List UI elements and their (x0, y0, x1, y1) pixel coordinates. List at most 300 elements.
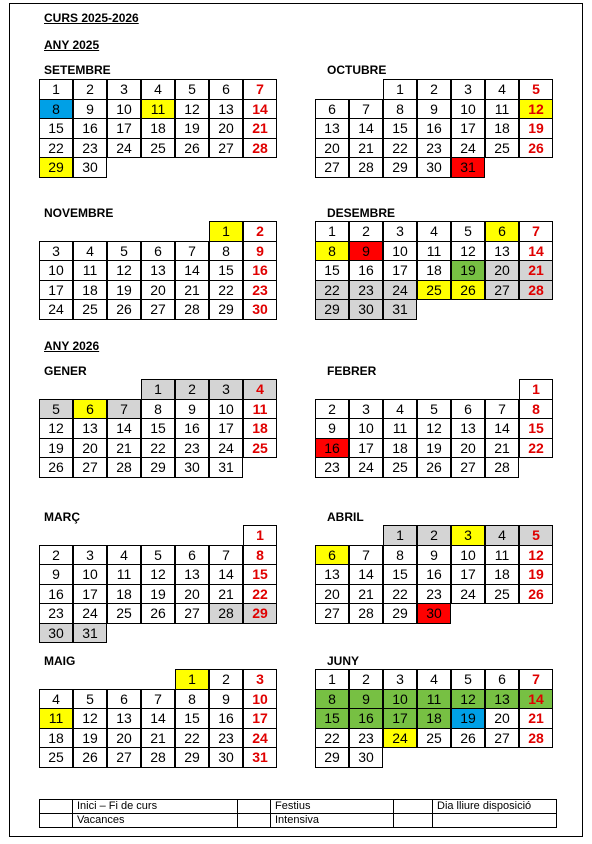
day-cell: 27 (107, 747, 141, 768)
day-cell: 24 (451, 584, 485, 605)
day-cell: 9 (243, 241, 277, 262)
legend-label-vacances: Vacances (72, 813, 238, 828)
day-cell: 22 (209, 280, 243, 301)
day-cell: 14 (349, 118, 383, 139)
day-cell: 29 (243, 603, 277, 624)
day-cell: 27 (209, 138, 243, 159)
day-cell: 13 (485, 689, 519, 710)
day-cell: 14 (141, 708, 175, 729)
day-cell: 30 (209, 747, 243, 768)
day-cell: 2 (417, 79, 451, 100)
day-cell: 31 (383, 299, 417, 320)
day-cell: 16 (243, 260, 277, 281)
month-name: JUNY (327, 654, 360, 668)
day-cell: 17 (349, 438, 383, 459)
day-cell: 24 (383, 280, 417, 301)
day-cell: 26 (39, 457, 73, 478)
day-cell: 5 (107, 241, 141, 262)
day-cell: 10 (349, 418, 383, 439)
legend-swatch-green (237, 813, 271, 828)
day-cell: 17 (39, 280, 73, 301)
day-cell: 16 (349, 260, 383, 281)
day-cell: 6 (485, 221, 519, 242)
day-cell: 17 (243, 708, 277, 729)
day-cell: 3 (451, 525, 485, 546)
day-cell: 1 (141, 379, 175, 400)
day-cell: 9 (417, 99, 451, 120)
day-cell: 3 (209, 379, 243, 400)
day-cell: 15 (383, 564, 417, 585)
legend-swatch-blue (39, 799, 73, 814)
day-cell: 12 (451, 689, 485, 710)
day-cell: 11 (383, 418, 417, 439)
day-cell: 25 (141, 138, 175, 159)
day-cell: 12 (73, 708, 107, 729)
day-cell: 30 (243, 299, 277, 320)
day-cell: 2 (349, 669, 383, 690)
day-cell: 8 (141, 399, 175, 420)
day-cell: 20 (107, 728, 141, 749)
day-cell: 26 (175, 138, 209, 159)
legend-label-dia-lliure: Dia lliure disposició (432, 799, 557, 814)
day-cell: 26 (141, 603, 175, 624)
day-cell: 21 (349, 138, 383, 159)
day-cell: 14 (243, 99, 277, 120)
day-cell: 9 (39, 564, 73, 585)
month-name: SETEMBRE (44, 63, 111, 77)
day-cell: 16 (209, 708, 243, 729)
day-cell: 22 (315, 280, 349, 301)
day-cell: 27 (451, 457, 485, 478)
day-cell: 23 (349, 728, 383, 749)
day-cell: 8 (315, 689, 349, 710)
day-cell: 29 (383, 603, 417, 624)
day-cell: 18 (73, 280, 107, 301)
day-cell: 21 (485, 438, 519, 459)
day-cell: 16 (417, 118, 451, 139)
day-cell: 3 (107, 79, 141, 100)
day-cell: 23 (209, 728, 243, 749)
month-grid (40, 670, 278, 790)
day-cell: 28 (141, 747, 175, 768)
day-cell: 22 (243, 584, 277, 605)
day-cell: 8 (243, 545, 277, 566)
day-cell: 23 (73, 138, 107, 159)
day-cell: 3 (349, 399, 383, 420)
day-cell: 19 (519, 564, 553, 585)
day-cell: 22 (315, 728, 349, 749)
day-cell: 27 (485, 280, 519, 301)
day-cell: 26 (451, 280, 485, 301)
day-cell: 11 (107, 564, 141, 585)
day-cell: 22 (519, 438, 553, 459)
day-cell: 19 (417, 438, 451, 459)
day-cell: 13 (315, 564, 349, 585)
day-cell: 27 (315, 603, 349, 624)
day-cell: 3 (73, 545, 107, 566)
day-cell: 25 (383, 457, 417, 478)
day-cell: 5 (451, 221, 485, 242)
day-cell: 17 (451, 564, 485, 585)
day-cell: 12 (519, 545, 553, 566)
day-cell: 24 (451, 138, 485, 159)
day-cell: 5 (451, 669, 485, 690)
day-cell: 7 (243, 79, 277, 100)
year-2026-heading: ANY 2026 (44, 339, 100, 353)
day-cell: 18 (39, 728, 73, 749)
day-cell: 16 (417, 564, 451, 585)
day-cell: 8 (209, 241, 243, 262)
day-cell: 7 (141, 689, 175, 710)
day-cell: 13 (175, 564, 209, 585)
day-cell: 29 (315, 747, 349, 768)
day-cell: 19 (519, 118, 553, 139)
day-cell: 15 (243, 564, 277, 585)
month-grid (316, 670, 554, 790)
day-cell: 19 (141, 584, 175, 605)
day-cell: 20 (315, 138, 349, 159)
day-cell: 13 (209, 99, 243, 120)
day-cell: 27 (141, 299, 175, 320)
day-cell: 14 (107, 418, 141, 439)
day-cell: 13 (451, 418, 485, 439)
day-cell: 7 (485, 399, 519, 420)
day-cell: 4 (39, 689, 73, 710)
day-cell: 2 (243, 221, 277, 242)
day-cell: 10 (107, 99, 141, 120)
day-cell: 28 (175, 299, 209, 320)
day-cell: 19 (175, 118, 209, 139)
day-cell: 23 (417, 138, 451, 159)
day-cell: 25 (417, 280, 451, 301)
day-cell: 5 (417, 399, 451, 420)
day-cell: 19 (73, 728, 107, 749)
day-cell: 24 (107, 138, 141, 159)
day-cell: 11 (141, 99, 175, 120)
day-cell: 26 (519, 138, 553, 159)
day-cell: 21 (175, 280, 209, 301)
day-cell: 30 (417, 157, 451, 178)
day-cell: 12 (141, 564, 175, 585)
day-cell: 19 (451, 708, 485, 729)
day-cell: 11 (417, 689, 451, 710)
month-name: DESEMBRE (327, 206, 396, 220)
month-grid (316, 526, 554, 646)
day-cell: 29 (141, 457, 175, 478)
day-cell: 30 (73, 157, 107, 178)
day-cell: 9 (73, 99, 107, 120)
day-cell: 25 (485, 584, 519, 605)
day-cell: 9 (209, 689, 243, 710)
day-cell: 23 (349, 280, 383, 301)
month-grid (316, 222, 554, 342)
day-cell: 12 (39, 418, 73, 439)
day-cell: 27 (315, 157, 349, 178)
day-cell: 17 (209, 418, 243, 439)
legend (39, 799, 557, 829)
day-cell: 25 (73, 299, 107, 320)
day-cell: 21 (209, 584, 243, 605)
day-cell: 17 (73, 584, 107, 605)
day-cell: 11 (73, 260, 107, 281)
day-cell: 23 (39, 603, 73, 624)
day-cell: 4 (417, 669, 451, 690)
day-cell: 21 (519, 260, 553, 281)
legend-label-inici: Inici – Fi de curs (72, 799, 238, 814)
day-cell: 4 (383, 399, 417, 420)
day-cell: 29 (39, 157, 73, 178)
day-cell: 6 (315, 99, 349, 120)
day-cell: 6 (141, 241, 175, 262)
day-cell: 30 (349, 747, 383, 768)
day-cell: 26 (417, 457, 451, 478)
day-cell: 10 (39, 260, 73, 281)
month-name: MAIG (44, 654, 76, 668)
day-cell: 22 (141, 438, 175, 459)
day-cell: 3 (39, 241, 73, 262)
day-cell: 25 (243, 438, 277, 459)
day-cell: 26 (451, 728, 485, 749)
legend-swatch-red (393, 799, 433, 814)
day-cell: 19 (451, 260, 485, 281)
day-cell: 20 (209, 118, 243, 139)
day-cell: 20 (315, 584, 349, 605)
day-cell: 5 (519, 525, 553, 546)
month-name: OCTUBRE (327, 63, 387, 77)
day-cell: 20 (451, 438, 485, 459)
legend-swatch-gray (39, 813, 73, 828)
day-cell: 7 (519, 221, 553, 242)
legend-swatch-yellow (237, 799, 271, 814)
day-cell: 10 (243, 689, 277, 710)
day-cell: 17 (451, 118, 485, 139)
legend-blank-cell (393, 813, 433, 828)
day-cell: 27 (73, 457, 107, 478)
day-cell: 22 (175, 728, 209, 749)
day-cell: 8 (519, 399, 553, 420)
day-cell: 14 (349, 564, 383, 585)
day-cell: 2 (209, 669, 243, 690)
day-cell: 28 (107, 457, 141, 478)
day-cell: 2 (73, 79, 107, 100)
day-cell: 4 (243, 379, 277, 400)
day-cell: 23 (315, 457, 349, 478)
day-cell: 2 (315, 399, 349, 420)
day-cell: 25 (107, 603, 141, 624)
day-cell: 24 (39, 299, 73, 320)
day-cell: 1 (315, 221, 349, 242)
day-cell: 14 (485, 418, 519, 439)
day-cell: 11 (39, 708, 73, 729)
day-cell: 5 (141, 545, 175, 566)
day-cell: 7 (349, 545, 383, 566)
day-cell: 13 (73, 418, 107, 439)
day-cell: 18 (485, 118, 519, 139)
legend-label-festius: Festius (270, 799, 394, 814)
day-cell: 24 (73, 603, 107, 624)
day-cell: 11 (485, 99, 519, 120)
day-cell: 11 (243, 399, 277, 420)
day-cell: 13 (107, 708, 141, 729)
day-cell: 6 (315, 545, 349, 566)
day-cell: 12 (107, 260, 141, 281)
day-cell: 28 (349, 157, 383, 178)
day-cell: 20 (141, 280, 175, 301)
day-cell: 5 (175, 79, 209, 100)
day-cell: 9 (349, 689, 383, 710)
day-cell: 30 (39, 623, 73, 644)
day-cell: 4 (141, 79, 175, 100)
month-grid (316, 380, 554, 500)
day-cell: 6 (107, 689, 141, 710)
day-cell: 5 (519, 79, 553, 100)
day-cell: 31 (209, 457, 243, 478)
day-cell: 27 (175, 603, 209, 624)
day-cell: 17 (107, 118, 141, 139)
day-cell: 4 (107, 545, 141, 566)
day-cell: 1 (39, 79, 73, 100)
day-cell: 1 (243, 525, 277, 546)
day-cell: 15 (383, 118, 417, 139)
day-cell: 8 (315, 241, 349, 262)
day-cell: 4 (485, 525, 519, 546)
day-cell: 20 (175, 584, 209, 605)
day-cell: 2 (417, 525, 451, 546)
day-cell: 22 (383, 584, 417, 605)
day-cell: 16 (349, 708, 383, 729)
day-cell: 15 (175, 708, 209, 729)
day-cell: 15 (39, 118, 73, 139)
day-cell: 4 (73, 241, 107, 262)
day-cell: 9 (175, 399, 209, 420)
day-cell: 21 (243, 118, 277, 139)
day-cell: 14 (519, 689, 553, 710)
day-cell: 18 (243, 418, 277, 439)
day-cell: 30 (417, 603, 451, 624)
day-cell: 15 (315, 708, 349, 729)
day-cell: 25 (39, 747, 73, 768)
day-cell: 16 (73, 118, 107, 139)
day-cell: 9 (315, 418, 349, 439)
day-cell: 28 (485, 457, 519, 478)
day-cell: 30 (349, 299, 383, 320)
course-title: CURS 2025-2026 (44, 11, 139, 25)
day-cell: 1 (209, 221, 243, 242)
day-cell: 3 (451, 79, 485, 100)
day-cell: 8 (39, 99, 73, 120)
day-cell: 2 (175, 379, 209, 400)
day-cell: 11 (485, 545, 519, 566)
day-cell: 21 (141, 728, 175, 749)
day-cell: 24 (383, 728, 417, 749)
day-cell: 6 (175, 545, 209, 566)
day-cell: 6 (73, 399, 107, 420)
day-cell: 31 (243, 747, 277, 768)
day-cell: 6 (209, 79, 243, 100)
day-cell: 19 (39, 438, 73, 459)
day-cell: 24 (349, 457, 383, 478)
day-cell: 2 (39, 545, 73, 566)
day-cell: 12 (451, 241, 485, 262)
day-cell: 25 (485, 138, 519, 159)
year-2025-heading: ANY 2025 (44, 38, 100, 52)
day-cell: 12 (417, 418, 451, 439)
day-cell: 14 (175, 260, 209, 281)
month-name: GENER (44, 364, 87, 378)
day-cell: 7 (519, 669, 553, 690)
month-grid (40, 526, 278, 646)
day-cell: 19 (107, 280, 141, 301)
day-cell: 28 (243, 138, 277, 159)
day-cell: 10 (383, 241, 417, 262)
day-cell: 17 (383, 260, 417, 281)
day-cell: 23 (417, 584, 451, 605)
day-cell: 11 (417, 241, 451, 262)
day-cell: 25 (417, 728, 451, 749)
day-cell: 28 (519, 280, 553, 301)
day-cell: 14 (519, 241, 553, 262)
day-cell: 4 (485, 79, 519, 100)
day-cell: 30 (175, 457, 209, 478)
day-cell: 15 (141, 418, 175, 439)
day-cell: 7 (209, 545, 243, 566)
day-cell: 15 (209, 260, 243, 281)
month-grid (40, 380, 278, 500)
month-grid (40, 80, 278, 200)
day-cell: 16 (39, 584, 73, 605)
day-cell: 17 (383, 708, 417, 729)
day-cell: 20 (485, 260, 519, 281)
day-cell: 24 (209, 438, 243, 459)
day-cell: 7 (175, 241, 209, 262)
day-cell: 3 (383, 669, 417, 690)
day-cell: 29 (315, 299, 349, 320)
day-cell: 21 (107, 438, 141, 459)
day-cell: 2 (349, 221, 383, 242)
day-cell: 1 (519, 379, 553, 400)
day-cell: 12 (519, 99, 553, 120)
month-grid (316, 80, 554, 200)
month-name: ABRIL (327, 510, 364, 524)
day-cell: 7 (107, 399, 141, 420)
day-cell: 10 (383, 689, 417, 710)
day-cell: 23 (243, 280, 277, 301)
day-cell: 15 (519, 418, 553, 439)
month-name: FEBRER (327, 364, 377, 378)
day-cell: 9 (417, 545, 451, 566)
day-cell: 15 (315, 260, 349, 281)
day-cell: 31 (451, 157, 485, 178)
month-name: NOVEMBRE (44, 206, 114, 220)
day-cell: 26 (73, 747, 107, 768)
day-cell: 3 (383, 221, 417, 242)
day-cell: 28 (349, 603, 383, 624)
day-cell: 29 (383, 157, 417, 178)
day-cell: 20 (485, 708, 519, 729)
day-cell: 18 (485, 564, 519, 585)
day-cell: 8 (175, 689, 209, 710)
day-cell: 10 (209, 399, 243, 420)
day-cell: 16 (175, 418, 209, 439)
day-cell: 20 (73, 438, 107, 459)
day-cell: 13 (141, 260, 175, 281)
month-name: MARÇ (44, 510, 80, 524)
day-cell: 8 (383, 99, 417, 120)
day-cell: 29 (209, 299, 243, 320)
day-cell: 26 (107, 299, 141, 320)
legend-blank-cell (432, 813, 557, 828)
day-cell: 9 (349, 241, 383, 262)
